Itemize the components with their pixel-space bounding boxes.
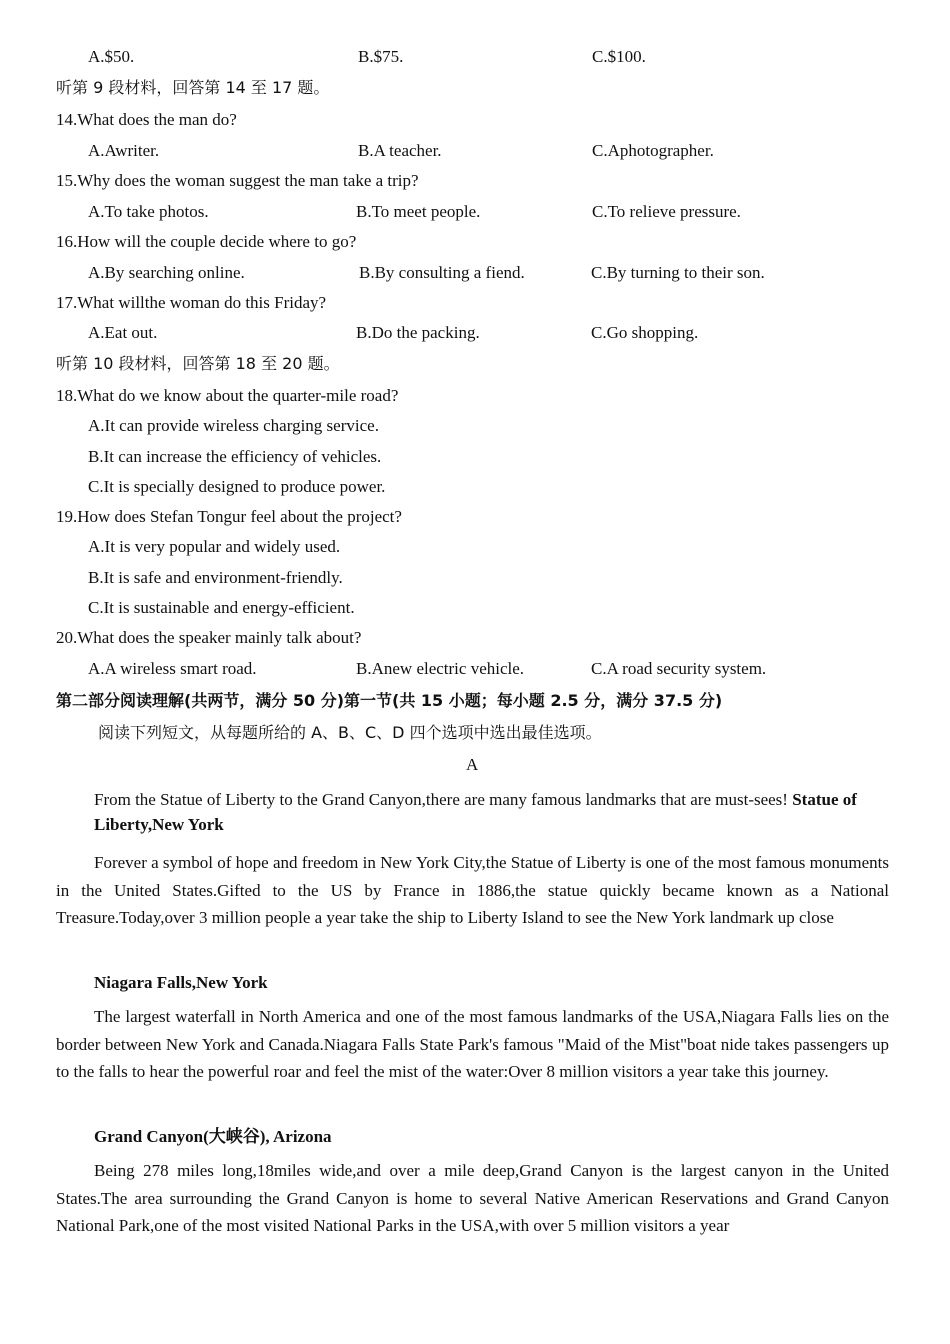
passage-intro (94, 787, 864, 837)
q19-stem: 19.How does Stefan Tongur feel about the project? (56, 507, 402, 526)
q14-option-b: B.A teacher. (358, 141, 442, 160)
q20-option-c: C.A road security system. (591, 659, 767, 678)
q16-option-b: B.By consulting a fiend. (359, 263, 525, 282)
part2-heading: 第二部分阅读理解(共两节，满分 50 分)第一节(共 15 小题；每小题 2.5 分，满分 37.5 分) (56, 691, 723, 710)
q17-option-c: C.Go shopping. (591, 323, 699, 342)
q13-option-c: C.$100. (592, 47, 646, 66)
q16-option-a: A.By searching online. (88, 263, 245, 282)
q15-stem: 15.Why does the woman suggest the man take a trip? (56, 171, 419, 190)
q15-option-b: B.To meet people. (356, 202, 481, 221)
q15-option-c: C.To relieve pressure. (592, 202, 741, 221)
q19-option-b: B.It is safe and environment-friendly. (88, 568, 343, 587)
q17-stem: 17.What willthe woman do this Friday? (56, 293, 327, 312)
q20-option-b: B.Anew electric vehicle. (356, 659, 525, 678)
grand-canyon-paragraph: Being 278 miles long,18miles wide,and over a mile deep,Grand Canyon is the largest canyon in the United States.The area surrounding the Grand Canyon is home to several Native American Reservations and Grand Canyon National Park,one of the most visited National Parks in the USA,with over 5 million visitors a year (56, 1161, 889, 1235)
passage-intro-text: From the Statue of Liberty to the Grand Canyon,there are many famous landmarks that are must-sees! (94, 790, 788, 809)
section-10-instruction: 听第 10 段材料，回答第 18 至 20 题。 (56, 354, 340, 373)
q19-option-c: C.It is sustainable and energy-efficient. (88, 598, 355, 617)
section-9-instruction: 听第 9 段材料，回答第 14 至 17 题。 (56, 78, 330, 97)
q14-option-c: C.Aphotographer. (592, 141, 714, 160)
q18-stem: 18.What do we know about the quarter-mile road? (56, 386, 399, 405)
q14-stem: 14.What does the man do? (56, 110, 237, 129)
statue-of-liberty-paragraph: Forever a symbol of hope and freedom in New York City,the Statue of Liberty is one of the most famous monuments in the United States.Gifted to the US by France in 1886,the statue quickly became known as a National Treasure.Today,over 3 million people a year take the ship to Liberty Island to see the New York landmark up close (56, 853, 889, 927)
grand-canyon-heading: Grand Canyon(大峡谷), Arizona (94, 1127, 332, 1146)
q13-option-b: B.$75. (358, 47, 404, 66)
q18-option-c: C.It is specially designed to produce power. (88, 477, 386, 496)
q20-option-a: A.A wireless smart road. (88, 659, 257, 678)
q14-option-a: A.Awriter. (88, 141, 160, 160)
q18-option-a: A.It can provide wireless charging service. (88, 416, 379, 435)
statue-of-liberty-heading: Statue of Liberty,New York (94, 790, 857, 834)
passage-letter: A (466, 755, 479, 774)
q17-option-a: A.Eat out. (88, 323, 158, 342)
q17-option-b: B.Do the packing. (356, 323, 480, 342)
q20-stem: 20.What does the speaker mainly talk about? (56, 628, 362, 647)
q16-option-c: C.By turning to their son. (591, 263, 765, 282)
niagara-falls-heading: Niagara Falls,New York (94, 973, 268, 992)
part2-instruction: 阅读下列短文，从每题所给的 A、B、C、D 四个选项中选出最佳选项。 (98, 723, 602, 742)
q19-option-a: A.It is very popular and widely used. (88, 537, 341, 556)
q16-stem: 16.How will the couple decide where to go? (56, 232, 357, 251)
q13-option-a: A.$50. (88, 47, 135, 66)
q18-option-b: B.It can increase the efficiency of vehicles. (88, 447, 382, 466)
q15-option-a: A.To take photos. (88, 202, 209, 221)
niagara-falls-paragraph: The largest waterfall in North America and one of the most famous landmarks of the USA,Niagara Falls lies on the border between New York and Canada.Niagara Falls State Park's famous "Maid of the Mist"boat nide takes passengers up to the falls to hear the powerful roar and feel the mist of the water:Over 8 million visitors a year take this journey. (56, 1007, 889, 1081)
